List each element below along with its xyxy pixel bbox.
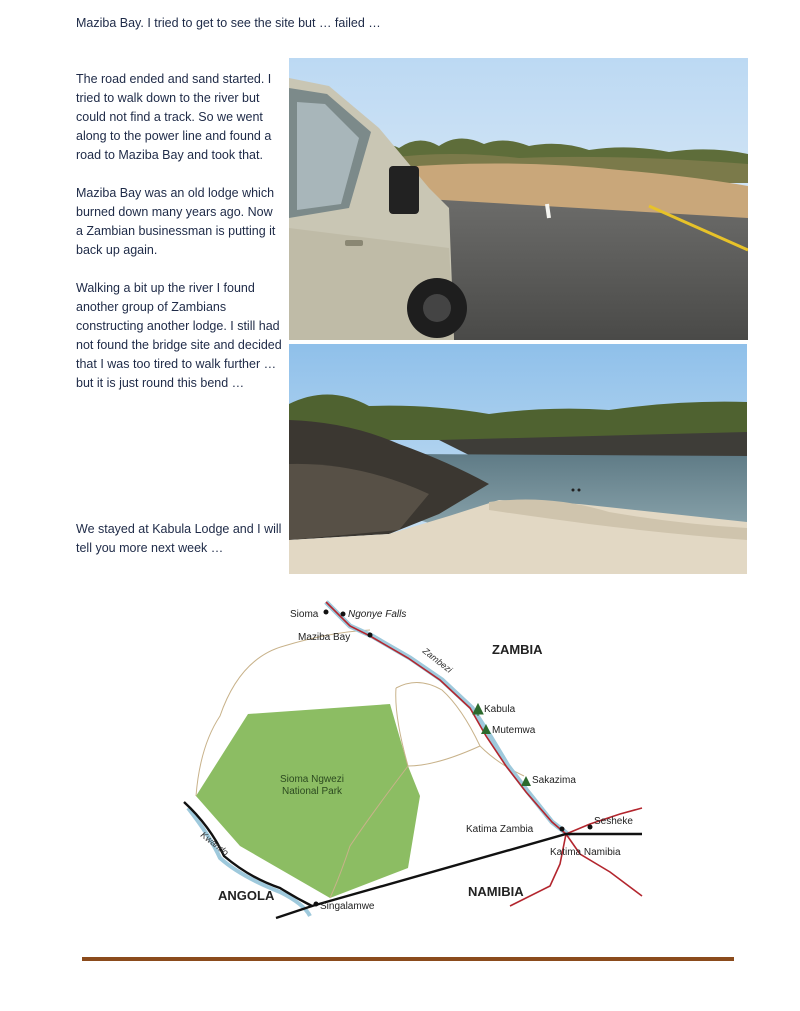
label-sesheke: Sesheke — [594, 816, 633, 827]
label-sioma: Sioma — [290, 609, 319, 620]
label-park-line2: National Park — [282, 786, 343, 797]
label-zambia: ZAMBIA — [492, 642, 543, 657]
photo-road-vehicle — [289, 58, 748, 340]
label-mutemwa: Mutemwa — [492, 725, 536, 736]
label-singalamwe: Singalamwe — [320, 901, 375, 912]
label-katima-zambia: Katima Zambia — [466, 824, 534, 835]
national-park-area — [196, 704, 420, 898]
label-katima-namibia: Katima Namibia — [550, 847, 621, 858]
paragraph-maziba-lodge: Maziba Bay was an old lodge which burned down many years ago. Now a Zambian businessman is putting it back up again. — [76, 186, 276, 257]
photo-river-bend — [289, 344, 747, 574]
label-kabula: Kabula — [484, 704, 516, 715]
header-line: Maziba Bay. I tried to get to see the site but … failed … — [76, 16, 381, 30]
label-kwando: Kwando — [198, 829, 231, 858]
body-text-column — [76, 70, 282, 412]
label-ngonye-falls: Ngonye Falls — [348, 609, 407, 620]
region-map — [180, 596, 650, 926]
label-maziba-bay: Maziba Bay — [298, 632, 351, 643]
closing-paragraph: We stayed at Kabula Lodge and I will tell you more next week … — [76, 522, 282, 555]
footer-divider — [82, 957, 734, 961]
label-namibia: NAMIBIA — [468, 884, 524, 899]
label-angola: ANGOLA — [218, 888, 275, 903]
label-zambezi: Zambezi — [420, 645, 455, 675]
paragraph-walking-river: Walking a bit up the river I found another group of Zambians constructing another lodge. I still had not found the bridge site and decided that I was too tired to walk further … but it is just round this bend … — [76, 281, 282, 390]
label-park-line1: Sioma Ngwezi — [280, 774, 344, 785]
paragraph-road-ended: The road ended and sand started. I tried to walk down to the river but could not find a track. So we went along to the power line and found a road to Maziba Bay and took that. — [76, 72, 272, 162]
label-sakazima: Sakazima — [532, 775, 576, 786]
